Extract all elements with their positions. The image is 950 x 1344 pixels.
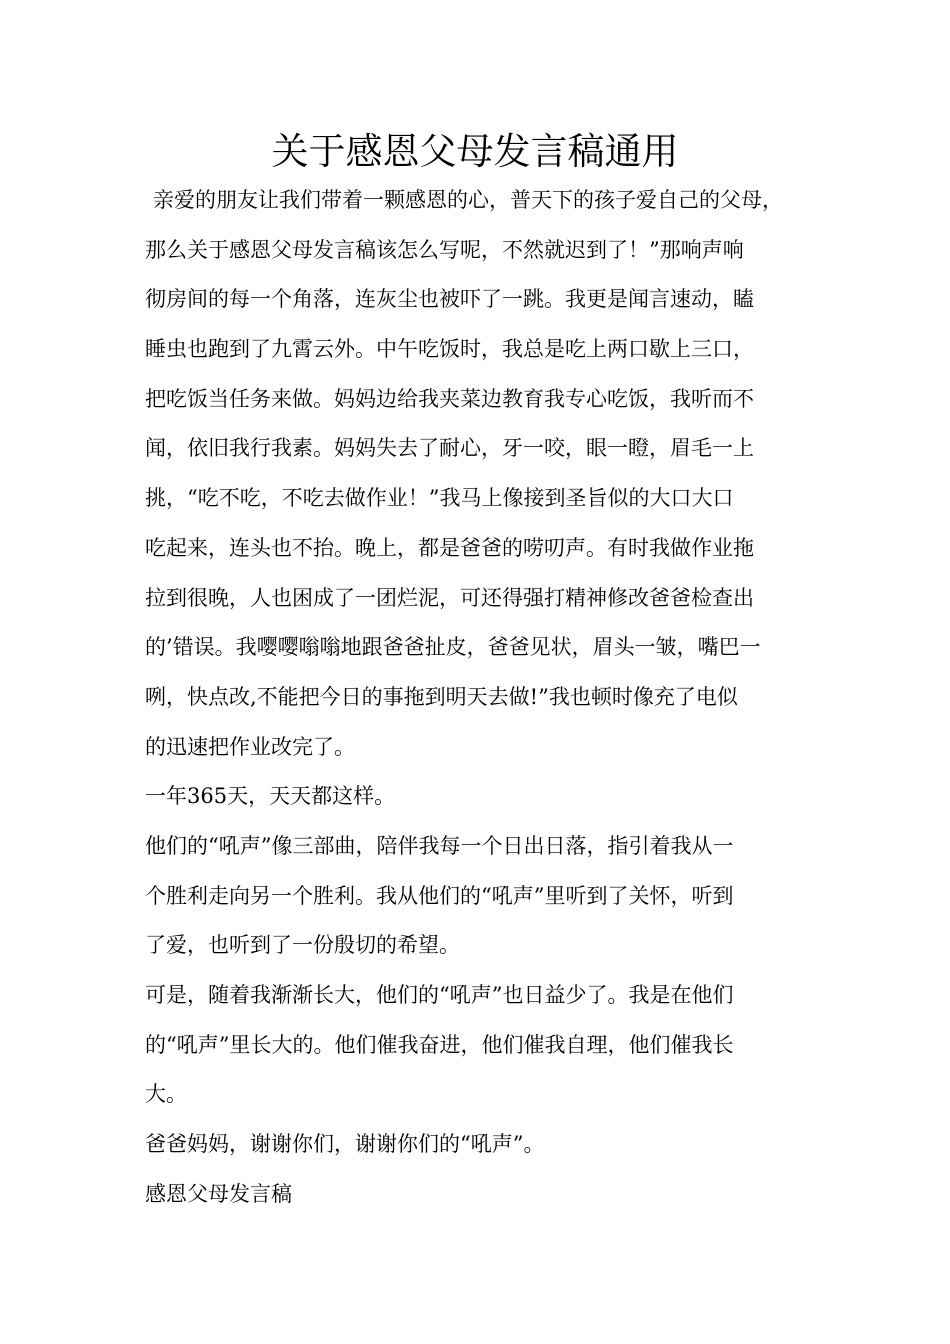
body-line: 把吃饭当任务来做。妈妈边给我夹菜边教育我专心吃饭，我听而不	[145, 386, 754, 411]
body-line: 挑，“吃不吃，不吃去做作业！”我马上像接到圣旨似的大口大口	[145, 486, 734, 511]
body-line: 一年365天，天天都这样。	[145, 784, 396, 809]
body-line: 咧，快点改,不能把今日的事拖到明天去做!”我也顿时像充了电似	[145, 684, 738, 709]
document-title: 关于感恩父母发言稿通用	[271, 130, 679, 173]
body-line: 的’错误。我嘤嘤嗡嗡地跟爸爸扯皮，爸爸见状，眉头一皱，嘴巴一	[145, 635, 761, 660]
body-line: 那么关于感恩父母发言稿该怎么写呢，不然就迟到了！”那响声响	[145, 237, 744, 262]
body-line: 闻，依旧我行我素。妈妈失去了耐心，牙一咬，眼一瞪，眉毛一上	[145, 436, 754, 461]
body-line: 个胜利走向另一个胜利。我从他们的“吼声”里听到了关怀，听到	[145, 883, 734, 908]
body-line: 拉到很晚，人也困成了一团烂泥，可还得强打精神修改爸爸检查出	[145, 585, 754, 610]
body-line: 爸爸妈妈，谢谢你们，谢谢你们的“吼声”。	[145, 1132, 545, 1157]
body-line: 的“吼声”里长大的。他们催我奋进，他们催我自理，他们催我长	[145, 1032, 734, 1057]
body-line: 感恩父母发言稿	[145, 1181, 292, 1206]
body-line: 吃起来，连头也不抬。晚上，都是爸爸的唠叨声。有时我做作业拖	[145, 535, 754, 560]
body-line: 大。	[145, 1082, 187, 1107]
document-body	[145, 176, 815, 1219]
body-line: 他们的“吼声”像三部曲，陪伴我每一个日出日落，指引着我从一	[145, 833, 734, 858]
body-line: 的迅速把作业改完了。	[145, 734, 355, 759]
body-line: 睡虫也跑到了九霄云外。中午吃饭时，我总是吃上两口歇上三口，	[145, 337, 754, 362]
body-line: 可是，随着我渐渐长大，他们的“吼声”也日益少了。我是在他们	[145, 983, 734, 1007]
body-line: 亲爱的朋友让我们带着一颗感恩的心，普天下的孩子爱自己的父母，	[153, 188, 783, 212]
body-line: 彻房间的每一个角落，连灰尘也被吓了一跳。我更是闻言速动，瞌	[145, 287, 754, 312]
body-line: 了爱，也听到了一份殷切的希望。	[145, 933, 460, 958]
